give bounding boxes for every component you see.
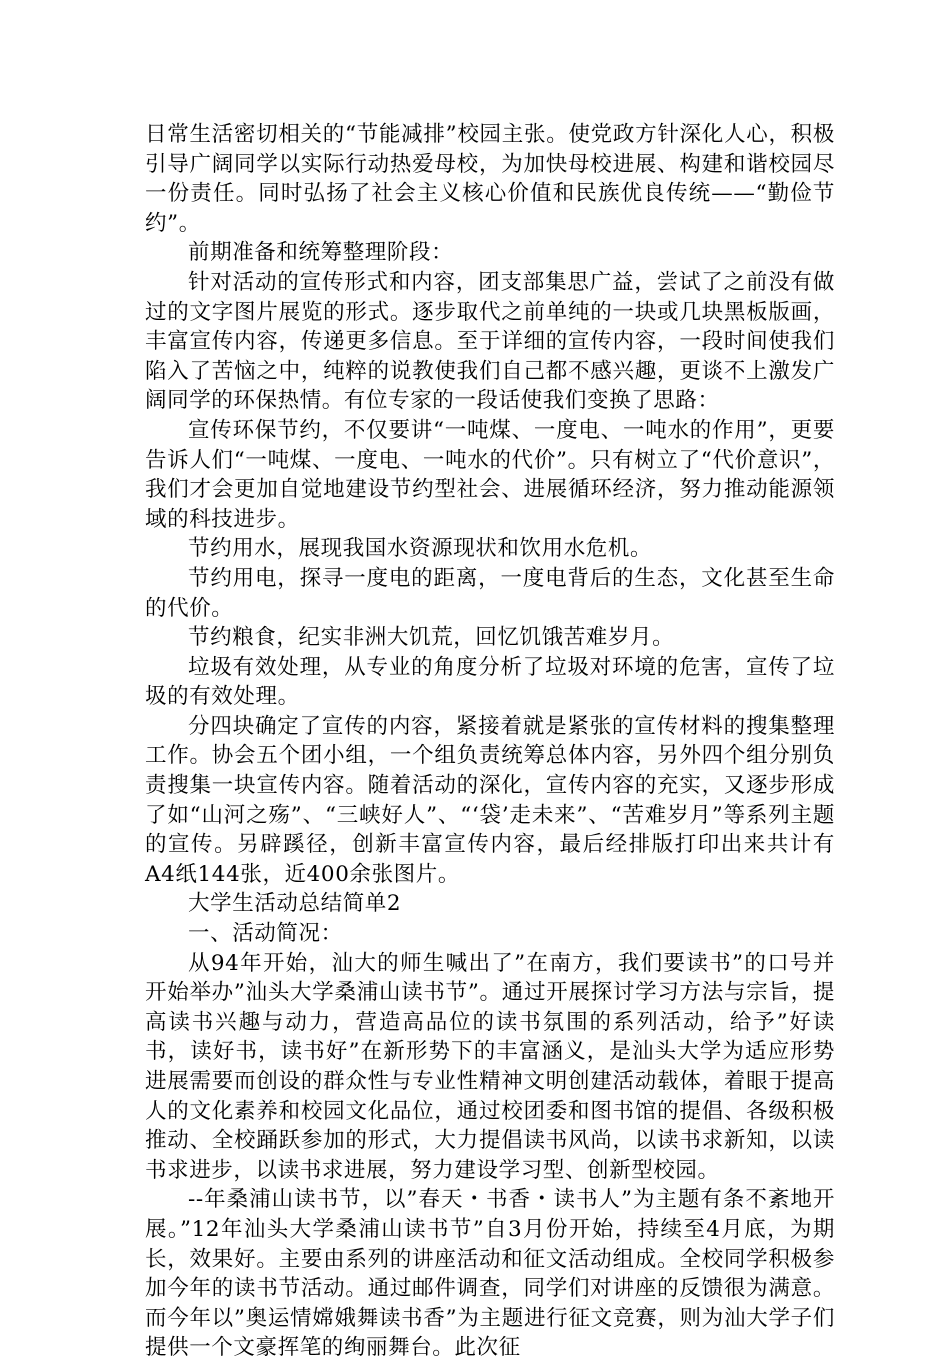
section-heading-overview: 一、活动简况：: [188, 921, 343, 947]
paragraph-expert-quote: 宣传环保节约，不仅要讲“一吨煤、一度电、一吨水的作用”，更要告诉人们“一吨煤、一度电、一吨水的代价”。只有树立了“代价意识”，我们才会更加自觉地建设节约型社会、进展循环经济，努力推动能源领域的科技进步。: [145, 417, 835, 532]
paragraph-publicity-form: 针对活动的宣传形式和内容，团支部集思广益，尝试了之前没有做过的文字图片展览的形式。逐步取代之前单纯的一块或几块黑板版画，丰富宣传内容，传递更多信息。至于详细的宣传内容，一段时间使我们陷入了苦恼之中，纯粹的说教使我们自己都不感兴趣，更谈不上激发广阔同学的环保热情。有位专家的一段话使我们变换了思路：: [145, 269, 835, 414]
paragraph-preparation-heading: 前期准备和统筹整理阶段：: [188, 240, 454, 266]
document-body: [145, 120, 835, 1363]
paragraph-reading-festival-history: 从94年开始，汕大的师生喊出了”在南方，我们要读书”的口号并开始举办”汕头大学桑浦山读书节”。通过开展探讨学习方法与宗旨，提高读书兴趣与动力，营造高品位的读书氛围的系列活动，给予”好读书，读好书，读书好”在新形势下的丰富涵义，是汕头大学为适应形势进展需要而创设的群众性与专业性精神文明创建活动载体，着眼于提高人的文化素养和校园文化品位，通过校团委和图书馆的提倡、各级积极推动、全校踊跃参加的形式，大力提倡读书风尚，以读书求新知，以读书求进步，以读书求进展，努力建设学习型、创新型校园。: [145, 950, 835, 1183]
paragraph-waste-disposal: 垃圾有效处理，从专业的角度分析了垃圾对环境的危害，宣传了垃圾的有效处理。: [145, 654, 835, 710]
paragraph-intro-continued: 日常生活密切相关的“节能减排”校园主张。使党政方针深化人心，积极引导广阔同学以实际行动热爱母校，为加快母校进展、构建和谐校园尽一份责任。同时弘扬了社会主义核心价值和民族优良传统——“勤俭节约”。: [145, 122, 835, 236]
paragraph-save-food: 节约粮食，纪实非洲大饥荒，回忆饥饿苦难岁月。: [188, 625, 675, 651]
paragraph-save-water: 节约用水，展现我国水资源现状和饮用水危机。: [188, 536, 653, 562]
paragraph-save-electricity: 节约用电，探寻一度电的距离，一度电背后的生态，文化甚至生命的代价。: [145, 565, 835, 621]
paragraph-reading-festival-this-year: --年桑浦山读书节，以”春天・书香・读书人”为主题有条不紊地开展。”12年汕头大学桑浦山读书节”自3月份开始，持续至4月底，为期长，效果好。主要由系列的讲座活动和征文活动组成。全校同学积极参加今年的读书节活动。通过邮件调查，同学们对讲座的反馈很为满意。而今年以”奥运情嫦娥舞读书香”为主题进行征文竞赛，则为汕大学子们提供一个文豪挥笔的绚丽舞台。此次征: [145, 1187, 835, 1361]
section-title-summary-2: 大学生活动总结简单2: [188, 891, 402, 917]
paragraph-four-topics: 分四块确定了宣传的内容，紧接着就是紧张的宣传材料的搜集整理工作。协会五个团小组，一个组负责统筹总体内容，另外四个组分别负责搜集一块宣传内容。随着活动的深化，宣传内容的充实，又逐步形成了如“山河之殇”、“三峡好人”、“‘袋’走未来”、“苦难岁月”等系列主题的宣传。另辟蹊径，创新丰富宣传内容，最后经排版打印出来共计有A4纸144张，近400余张图片。: [145, 713, 835, 887]
